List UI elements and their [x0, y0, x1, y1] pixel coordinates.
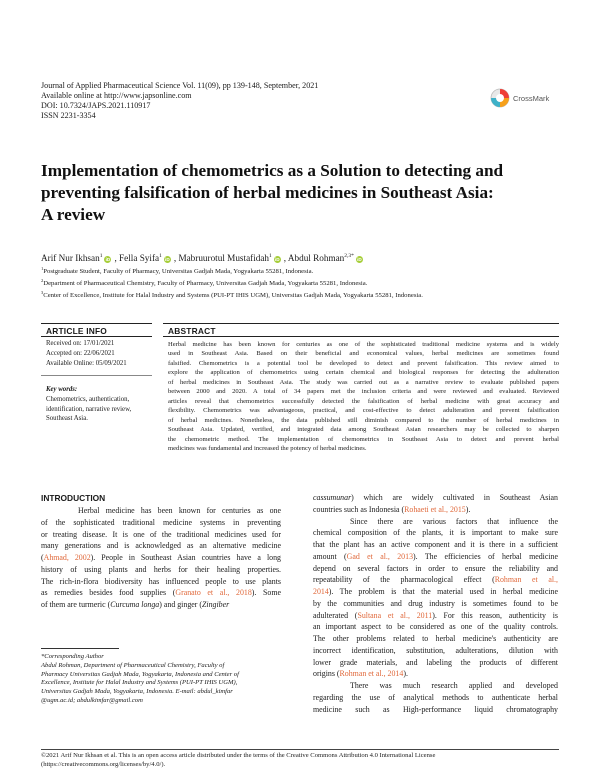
title-line-1: Implementation of chemometrics as a Solution to detecting and: [41, 161, 504, 180]
body-text-line: [313, 517, 558, 527]
footnote-rule: [41, 648, 119, 649]
affiliation: [41, 277, 368, 288]
footnote-line: Universitas Gadjah Mada, Yogyakarta, Indonesia. E-mail: abdul_kimfar: [41, 688, 233, 696]
article-info-divider: [41, 375, 152, 376]
body-text-line: [41, 588, 281, 598]
author-list: Arif Nur Ikhsan$^1$iD , Fella Syifa$^1$iD , Mabruurotul Mustafidah$^1$iD , Abdul Rohman$^{2,3*}$iD: [41, 252, 362, 263]
text-run: The rich-in-flora biodiversity has influenced people to use plants: [41, 576, 281, 586]
text-run: ) which are widely cultivated in Southeast Asian: [351, 493, 558, 502]
body-text-line: [41, 506, 281, 516]
text-run: many generations and is acknowledged as an alternative medicine: [41, 541, 281, 551]
copyright-rule: [41, 749, 559, 750]
text-run: Curcuma longa: [110, 600, 160, 609]
text-run: ).: [465, 504, 471, 514]
body-text-line: [41, 577, 281, 587]
abstract-line: articles reveal that chemometrics successfully detected the falsification of herbal medicine with great accuracy and: [168, 397, 559, 405]
affiliation-marker: 1: [41, 265, 44, 271]
text-run: regarding the use of analytical methods to authenticate herbal: [313, 692, 558, 702]
text-run: an important aspect to be considered as one of the quality controls.: [313, 622, 558, 632]
body-text-line: [313, 505, 558, 515]
footnote-line: Abdul Rohman, Department of Pharmaceutical Chemistry, Faculty of: [41, 661, 225, 669]
text-run: ). The efficiencies of herbal medicine: [413, 551, 558, 561]
footnote-line: *Corresponding Author: [41, 653, 104, 660]
body-text-line: [313, 564, 558, 574]
affiliation-marker: 2: [41, 277, 44, 283]
citation-link[interactable]: Sultana et al., 2011: [357, 610, 433, 620]
text-run: There was much research applied and developed: [350, 681, 558, 690]
orcid-icon[interactable]: iD: [357, 257, 362, 262]
text-run: adulterated (: [313, 610, 358, 620]
text-run: ). For this reason, authenticity is: [432, 610, 558, 620]
abstract-line: Herbal medicine has been known for centuries as one of the sophisticated traditional medicine systems and is widely: [168, 341, 559, 348]
citation-link[interactable]: Rohman et al.,: [494, 575, 558, 585]
body-text-line: [313, 634, 558, 644]
affiliation: [41, 289, 423, 300]
citation-link[interactable]: Gad et al., 2013: [346, 551, 414, 561]
footnote-line: Excellence, Institute for Halal Industry and Systems (PUI-PT IHIS UGM),: [41, 679, 238, 687]
text-run: origins (: [313, 669, 340, 679]
journal-issn: ISSN 2231-3354: [41, 111, 96, 120]
abstract-line: Southeast Asia. Updated, verified, and integrated data among Southeast Asian researchers may be collected to sharpen: [168, 426, 559, 434]
body-text-line: [313, 599, 558, 609]
affiliation-marker: 3: [41, 289, 44, 295]
body-text-line: [313, 693, 558, 703]
text-run: amount (: [313, 551, 347, 561]
journal-citation: Journal of Applied Pharmaceutical Science Vol. 11(09), pp 139-148, September, 2021: [41, 81, 319, 90]
abstract-line: of herbal medicines. Nonetheless, the data published still diminish compared to the number of herbal medicines in: [168, 416, 559, 424]
keywords: Chemometrics, authentication, identification, narrative review, Southeast Asia.: [46, 396, 132, 422]
text-run: ). People in Southeast Asian countries have a long: [90, 553, 281, 562]
text-run: incorrect identification, substitution, adulterations, dilution with: [313, 645, 558, 655]
body-text-line: [313, 646, 558, 656]
author-affiliation-marker: 1: [99, 252, 103, 259]
available-online-date: Available Online: 05/09/2021: [46, 360, 127, 367]
abstract-line: explore the application of chemometrics using certain chemical and biological responses for detecting the adulteration: [168, 369, 559, 377]
citation-link[interactable]: Granato et al., 2018: [175, 588, 252, 598]
body-text-line: [41, 553, 281, 563]
author-name: Fella Syifa: [119, 253, 160, 263]
abstract-line: of herbal medicines in Southeast Asia. The study was carried out as a narrative review to evaluate published papers: [168, 378, 559, 386]
citation-link[interactable]: Rohman et al., 2014: [339, 669, 404, 679]
text-run: The other problems related to herbal medicine's authenticity are: [313, 634, 558, 643]
text-run: (: [41, 553, 44, 562]
text-run: cassumunar: [313, 493, 352, 502]
title-line-2: preventing falsification of herbal medicines in Southeast Asia:: [41, 183, 494, 202]
article-info-top-rule: [41, 323, 152, 324]
abstract-line: between 2000 and 2020. A total of 34 papers met the inclusion criteria and were reviewed and evaluated. Reviewed: [168, 388, 559, 396]
body-text-line: [313, 552, 558, 562]
body-text-line: [41, 565, 281, 575]
text-run: chemical composition of the plants, it is important to make sure: [313, 528, 558, 538]
author-name: Arif Nur Ikhsan: [41, 253, 100, 263]
affiliation: [41, 265, 314, 276]
text-run: medicine such as High-performance liquid chromatography: [313, 704, 558, 714]
author-name: Mabruurotul Mustafidah: [178, 253, 270, 263]
body-text-line: [313, 587, 558, 597]
text-run: history of using plants and herbs for their healing properties.: [41, 564, 281, 574]
text-run: as remedies besides food supplies (: [41, 588, 176, 598]
body-text-line: [313, 611, 558, 621]
text-run: countries such as Indonesia (: [313, 504, 405, 514]
author-affiliation-marker: 1: [159, 252, 162, 259]
author-affiliation-marker: 2,3*: [344, 252, 354, 259]
abstract-bottom-rule: [163, 336, 559, 337]
body-text-line: [313, 622, 558, 632]
affiliation-text: Center of Excellence, Institute for Halal Industry and Systems (PUI-PT IHIS UGM), Universitas Gadjah Mada, Yogyakarta 55281, Indonesia.: [43, 292, 423, 299]
author-name: Abdul Rohman: [287, 253, 345, 263]
keywords-heading: Key words:: [46, 386, 78, 393]
abstract-line: falsified. Chemometrics is a potential tool be developed to detect and prevent falsification. This review aimed to: [168, 359, 559, 367]
footnote-line: @ugm.ac.id; abdulkimfar@gmail.com: [41, 697, 143, 704]
text-run: Herbal medicine has been known for centuries as one: [78, 506, 281, 515]
abstract-line: flexibility. Chemometrics was advantageous, practical, and cost-effective to detect adulteration and prevent falsification: [168, 407, 559, 415]
journal-doi[interactable]: DOI: 10.7324/JAPS.2021.110917: [41, 101, 151, 110]
text-run: ).: [403, 669, 408, 679]
copyright-line-2[interactable]: (https://creativecommons.org/licenses/by/4.0/).: [41, 761, 166, 768]
text-run: Zingiber: [202, 600, 230, 609]
citation-link[interactable]: Ahmad, 2002: [43, 553, 91, 562]
body-text-line: [41, 600, 281, 610]
text-run: Since there are various factors that influence the: [350, 516, 558, 526]
body-text-line: [41, 541, 281, 551]
citation-link[interactable]: Rohaeti et al., 2015: [404, 504, 466, 514]
text-run: lower grade materials, and labeling the products of different: [313, 657, 558, 667]
crossmark-badge[interactable]: [490, 86, 558, 110]
abstract-heading: ABSTRACT: [168, 326, 216, 336]
introduction-heading: INTRODUCTION: [41, 493, 106, 503]
body-text-line: [313, 575, 558, 585]
body-text-line: [313, 493, 558, 503]
abstract-line: used in Southeast Asia. Based on their beneficial and economical values, herbal medicines are sometimes found: [168, 350, 559, 358]
affiliation-text: Department of Pharmaceutical Chemistry, Faculty of Pharmacy, Universitas Gadjah Mada, Yogyakarta 55281, Indonesia.: [43, 280, 368, 287]
body-text-line: [41, 518, 281, 528]
body-text-line: [313, 528, 558, 538]
text-run: ) and ginger (: [159, 600, 202, 609]
accepted-date: Accepted on: 22/06/2021: [46, 350, 115, 357]
journal-url[interactable]: Available online at http://www.japsonline.com: [41, 91, 192, 100]
body-text-line: [41, 530, 281, 540]
text-run: that the plant has an active component and it is there in a sufficient: [313, 540, 558, 549]
abstract-top-rule: [163, 323, 559, 324]
body-text-line: [313, 681, 558, 691]
text-run: of the sophisticated traditional medicine systems in preventing: [41, 517, 281, 527]
text-run: ). Some: [251, 588, 281, 598]
body-text-line: [313, 705, 558, 715]
body-text-line: [313, 669, 558, 679]
article-info-heading: ARTICLE INFO: [46, 326, 108, 336]
orcid-icon[interactable]: iD: [274, 257, 280, 262]
text-run: of them are turmeric (: [41, 600, 111, 609]
affiliation-text: Postgraduate Student, Faculty of Pharmacy, Universitas Gadjah Mada, Yogyakarta 55281, Indonesia.: [43, 268, 314, 275]
orcid-icon[interactable]: iD: [165, 257, 170, 262]
crossmark-label: CrossMark: [513, 93, 550, 103]
text-run: by the communities and drug industry is sometimes found to be: [313, 598, 558, 608]
abstract-line: the chemometric method. The implementation of chemometrics in Southeast Asia to detect and prevent herbal: [168, 435, 559, 443]
text-run: depend on several factors in order to ensure the reliability and: [313, 563, 558, 573]
copyright-line-1: ©2021 Arif Nur Ikhsan et al. This is an open access article distributed under the terms of the Creative Commons Attribution 4.0 International License: [41, 752, 436, 759]
text-run: repeatability of the pharmacological effect (: [313, 575, 495, 585]
received-date: Received on: 17/01/2021: [46, 340, 115, 347]
article-info-bottom-rule: [41, 336, 152, 337]
author-affiliation-marker: 1: [269, 252, 272, 259]
abstract-line: medicines was fundamental and increased the potency of herbal medicines.: [168, 444, 367, 452]
orcid-icon[interactable]: iD: [105, 257, 111, 262]
text-run: or treating disease. It is one of the traditional medicines used for: [41, 529, 281, 539]
body-text-line: [313, 540, 558, 550]
body-text-line: [313, 658, 558, 668]
crossmark-icon: [490, 88, 510, 108]
footnote-line: Pharmacy Universitas Gadjah Mada, Yogyakarta, Indonesia and Center of: [41, 670, 239, 678]
citation-link[interactable]: 2014: [313, 587, 329, 596]
text-run: ). The problem is that the material used in herbal medicine: [328, 587, 558, 596]
title-line-3: A review: [41, 205, 106, 224]
